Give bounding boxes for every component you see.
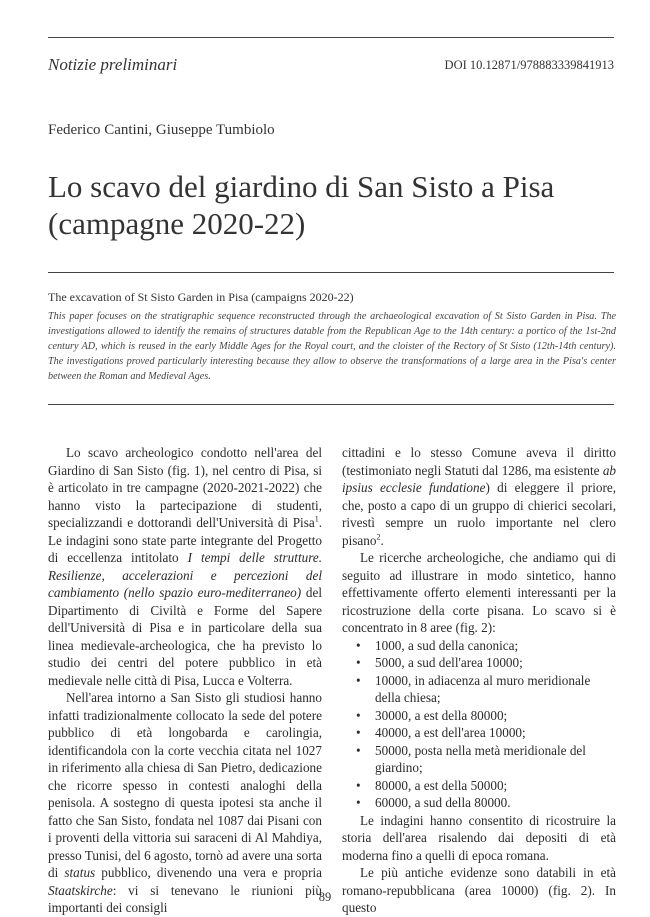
authors: Federico Cantini, Giuseppe Tumbiolo	[48, 122, 275, 138]
list-item: • 10000, in adiacenza al muro meridionale della chiesa;	[356, 672, 591, 705]
bullet-icon: •	[356, 725, 361, 740]
abstract-bottom-rule	[48, 404, 614, 405]
right-paragraph-1: cittadini e lo stesso Comune aveva il diritto (testimoniato negli Statuti dal 1286, ma esistente ab ipsius ecclesie fundatione) di eleggere il priore, che, posto a capo di un gruppo di chierici secolari, rivestì sempre un ruolo importante nel clero pisano$^2$.	[342, 445, 616, 548]
areas-list	[342, 637, 616, 812]
bullet-icon: •	[356, 742, 361, 758]
english-title: The excavation of St Sisto Garden in Pisa (campaigns 2020-22)	[48, 290, 354, 304]
right-paragraph-4: Le più antiche evidenze sono databili in età romano-repubblicana (area 10000) (fig. 2). In questo	[342, 865, 616, 915]
bullet-icon: •	[356, 707, 361, 723]
left-paragraph-1: Lo scavo archeologico condotto nell'area del Giardino di San Sisto (fig. 1), nel centro di Pisa, si è articolato in tre campagne (2020-2021-2022) che hanno visto la partecipazione di studenti, specializzandi e dottorandi dell'Università di Pisa$^1$. Le indagini sono state parte integrante del Progetto di eccellenza intitolato I tempi delle strutture. Resilienze, accelerazioni e percezioni del cambiamento (nello spazio euro-mediterraneo) del Dipartimento di Civiltà e Forme del Sapere dell'Università di Pisa e in particolare della sua linea medievale-archeologica, che ha previsto lo studio dei centri del potere pubblico in età medievale nelle città di Pisa, Lucca e Volterra.	[48, 445, 322, 688]
left-column	[48, 444, 322, 917]
bullet-icon: •	[356, 777, 361, 793]
running-head: Notizie preliminari	[48, 55, 178, 74]
right-paragraph-3: Le indagini hanno consentito di ricostruire la storia dell'area risalendo dai depositi di età moderna fino a quelli di epoca romana.	[342, 812, 616, 863]
left-paragraph-2: Nell'area intorno a San Sisto gli studiosi hanno infatti tradizionalmente collocato la sede del potere pubblico di età longobarda e carolingia, identificandola con la corte vecchia citata nel 1027 in riferimento alla chiesa di San Pietro, dedicazione che ricorre spesso in contesti analoghi della penisola. A sostegno di questa ipotesi sta anche il fatto che San Sisto, fondata nel 1087 dai Pisani con i proventi della vittoria sui saraceni di Al Mahdiya, presso Tunisi, del 6 agosto, tornò ad avere una sorta di status pubblico, divenendo una vera e propria Staatskirche: vi si tenevano le riunioni più importanti dei consigli	[48, 690, 322, 915]
article-title	[48, 168, 614, 242]
page-number: 89	[318, 890, 332, 904]
title-line-2: (campagne 2020-22)	[48, 206, 306, 241]
doi: DOI 10.12871/978883339841913	[444, 58, 614, 72]
footnote-ref-2[interactable]: 2	[376, 532, 381, 542]
list-item: • 1000, a sud della canonica;	[356, 637, 519, 653]
bullet-icon: •	[356, 655, 361, 670]
list-item: • 40000, a est dell'area 10000;	[356, 725, 526, 740]
list-item: • 50000, posta nella metà meridionale del giardino;	[356, 742, 586, 775]
list-item: • 30000, a est della 80000;	[356, 707, 508, 723]
list-item: • 5000, a sud dell'area 10000;	[356, 655, 523, 670]
abstract-top-rule	[48, 272, 614, 273]
list-item: • 60000, a sud della 80000.	[356, 795, 511, 810]
title-line-1: Lo scavo del giardino di San Sisto a Pisa	[48, 169, 555, 204]
bullet-icon: •	[356, 795, 361, 810]
right-paragraph-2: Le ricerche archeologiche, che andiamo qui di seguito ad illustrare in modo sintetico, hanno effettivamente offerto elementi interessanti per la ricostruzione della corte pisana. Lo scavo si è concentrato in 8 aree (fig. 2):	[342, 550, 616, 635]
bullet-icon: •	[356, 637, 361, 653]
right-column	[342, 444, 616, 917]
list-item: • 80000, a est della 50000;	[356, 777, 508, 793]
footnote-ref-1[interactable]: 1	[314, 514, 319, 524]
abstract: This paper focuses on the stratigraphic sequence reconstructed through the archaeological excavation of St Sisto Garden in Pisa. The investigations allowed to identify the remains of structures datable from the Republican Age to the 14th century: a portico of the 1st-2nd century AD, which is reused in the early Middle Ages for the Royal court, and the cloister of the Rectory of St Sisto (12th-14th century). The investigations proved particularly interesting because they allow to observe the transformations of a large area in the Pisa's center between the Roman and Medieval Ages.	[48, 311, 616, 382]
top-rule	[48, 37, 614, 38]
bullet-icon: •	[356, 672, 361, 688]
